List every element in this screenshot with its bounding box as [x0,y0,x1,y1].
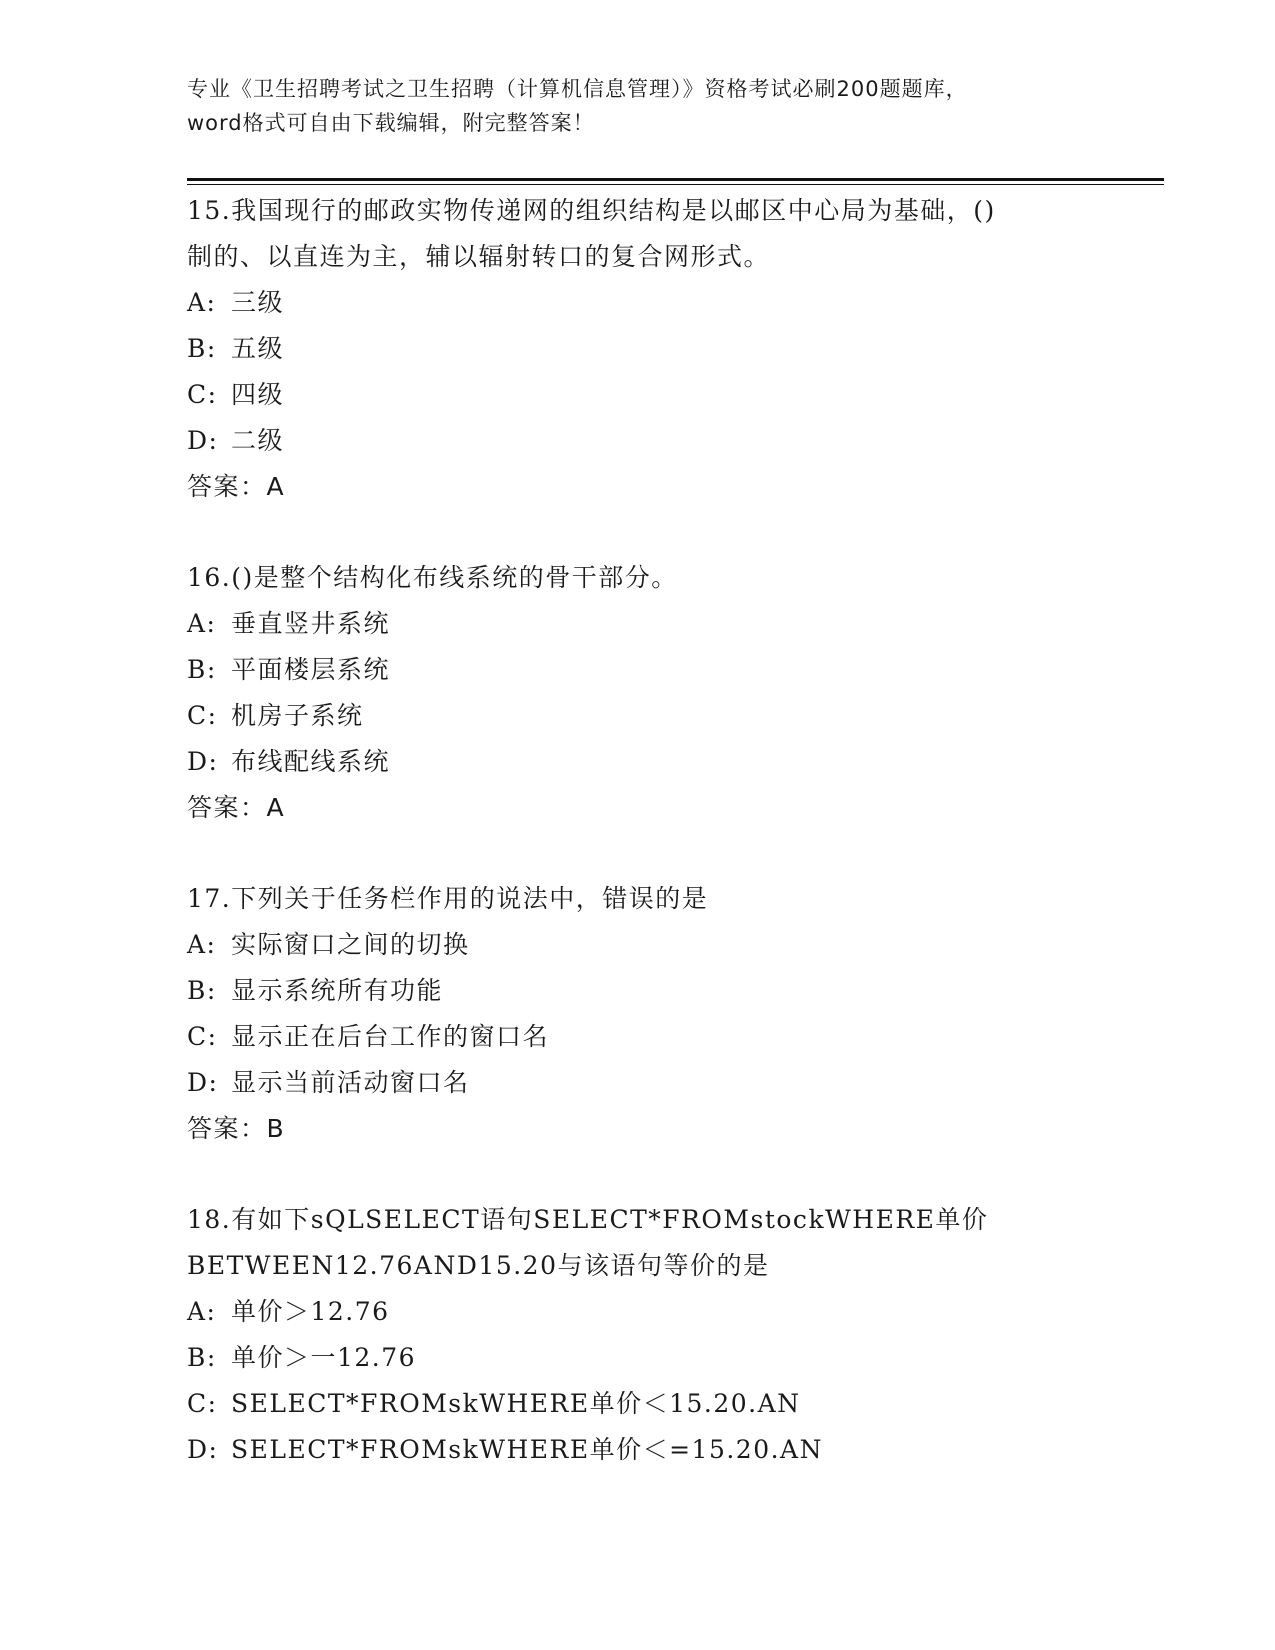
option-text: 平面楼层系统 [231,655,391,684]
option-text: 三级 [231,288,285,317]
question-block [187,555,1147,831]
question-stem-line: 制的、以直连为主，辅以辐射转口的复合网形式。 [187,242,771,271]
question-stem-line: 16.()是整个结构化布线系统的骨干部分。 [187,563,678,592]
option-text: 显示系统所有功能 [231,976,444,1005]
option-key: C: [187,1022,218,1051]
option-text: 实际窗口之间的切换 [231,930,470,959]
answer-option [187,1381,1147,1427]
option-key: A: [187,288,217,317]
option-text: 显示当前活动窗口名 [231,1068,470,1097]
option-text: SELECT*FROMskWHERE单价＜15.20.AN [231,1389,801,1418]
question-block [187,188,1147,510]
header-divider-thick [187,178,1164,181]
answer-option [187,326,1147,372]
question-stem-line: 15.我国现行的邮政实物传递网的组织结构是以邮区中心局为基础，() [187,196,996,225]
question-list [187,188,1147,1518]
answer-option [187,418,1147,464]
answer-option [187,1289,1147,1335]
option-text: 五级 [231,334,285,363]
question-stem-line: 17.下列关于任务栏作用的说法中，错误的是 [187,884,709,913]
option-text: SELECT*FROMskWHERE单价＜=15.20.AN [231,1435,823,1464]
option-text: 单价＞一12.76 [231,1343,417,1372]
option-key: B: [187,1343,217,1372]
question-stem-line: 18.有如下sQLSELECT语句SELECT*FROMstockWHERE单价 [187,1205,989,1234]
answer-option [187,1060,1147,1106]
option-text: 单价＞12.76 [231,1297,390,1326]
option-text: 二级 [231,426,285,455]
option-text: 机房子系统 [231,701,364,730]
question-stem-line: BETWEEN12.76AND15.20与该语句等价的是 [187,1251,770,1280]
header-line-2: word格式可自由下载编辑，附完整答案！ [187,111,595,135]
question-block [187,876,1147,1152]
option-key: C: [187,1389,218,1418]
answer-option [187,693,1147,739]
option-key: A: [187,1297,217,1326]
option-key: B: [187,976,217,1005]
answer-option [187,922,1147,968]
option-key: D: [187,747,219,776]
answer-option [187,739,1147,785]
answer-option [187,1335,1147,1381]
answer-option [187,601,1147,647]
option-key: D: [187,1435,219,1464]
option-key: C: [187,380,218,409]
option-key: A: [187,930,217,959]
header-divider-thin [187,184,1164,185]
option-text: 显示正在后台工作的窗口名 [231,1022,550,1051]
answer-key: 答案：A [187,472,286,501]
answer-option [187,1014,1147,1060]
answer-option [187,1427,1147,1473]
answer-key: 答案：A [187,793,286,822]
answer-option [187,280,1147,326]
document-header [187,72,1087,140]
answer-key: 答案：B [187,1114,286,1143]
question-block [187,1197,1147,1473]
option-text: 垂直竖井系统 [231,609,391,638]
header-line-1: 专业《卫生招聘考试之卫生招聘（计算机信息管理）》资格考试必刷200题题库， [187,77,968,101]
option-key: D: [187,1068,219,1097]
option-key: B: [187,334,217,363]
answer-option [187,968,1147,1014]
option-key: B: [187,655,217,684]
option-text: 布线配线系统 [231,747,391,776]
option-text: 四级 [231,380,285,409]
option-key: C: [187,701,218,730]
option-key: A: [187,609,217,638]
answer-option [187,647,1147,693]
option-key: D: [187,426,219,455]
answer-option [187,372,1147,418]
